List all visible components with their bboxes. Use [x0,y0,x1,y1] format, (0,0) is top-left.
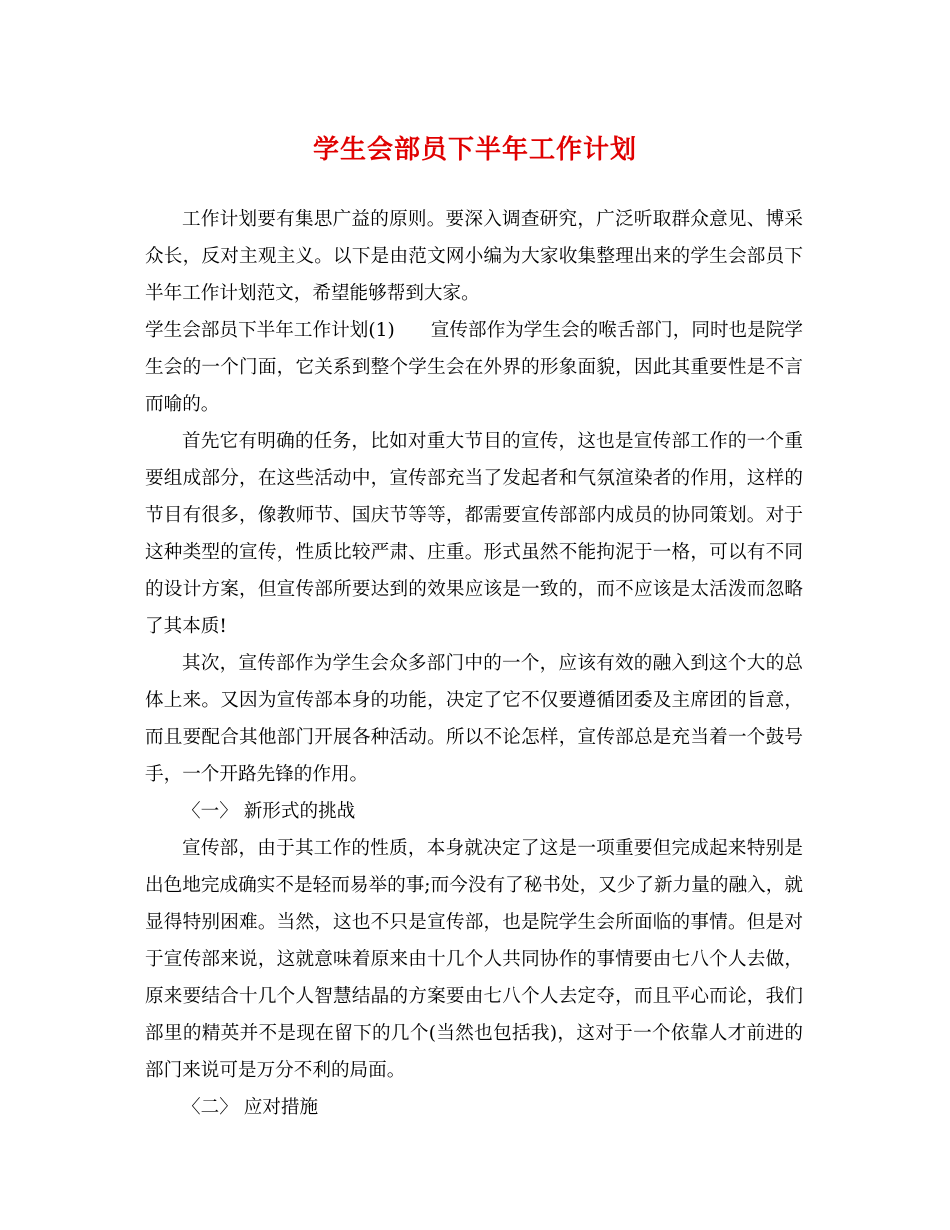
intro-paragraph: 工作计划要有集思广益的原则。要深入调查研究，广泛听取群众意见、博采众长，反对主观主义。以下是由范文网小编为大家收集整理出来的学生会部员下半年工作计划范文，希望能够帮到大家。 [145,209,803,304]
section-one-heading: 〈一〉 新形式的挑战 [182,801,356,822]
plan-heading: 学生会部员下半年工作计划(1) [145,320,395,341]
second-paragraph: 其次，宣传部作为学生会众多部门中的一个，应该有效的融入到这个大的总体上来。又因为宣传部本身的功能，决定了它不仅要遵循团委及主席团的旨意，而且要配合其他部门开展各种活动。所以不论怎样，宣传部总是充当着一个鼓号手，一个开路先锋的作用。 [145,653,803,785]
plan-lead-text: 宣传部作为学生会的喉舌部门，同时也是院学生会的一个门面，它关系到整个学生会在外界的形象面貌，因此其重要性是不言而喻的。 [145,320,803,415]
plan-paragraph [145,312,803,423]
section-one-paragraph: 宣传部，由于其工作的性质，本身就决定了这是一项重要但完成起来特别是出色地完成确实不是轻而易举的事;而今没有了秘书处，又少了新力量的融入，就显得特别困难。当然，这也不只是宣传部，也是院学生会所面临的事情。但是对于宣传部来说，这就意味着原来由十几个人共同协作的事情要由七八个人去做，原来要结合十几个人智慧结晶的方案要由七八个人去定夺，而且平心而论，我们部里的精英并不是现在留下的几个(当然也包括我)，这对于一个依靠人才前进的部门来说可是万分不利的局面。 [145,838,803,1081]
document-title: 学生会部员下半年工作计划 [312,135,637,165]
first-paragraph: 首先它有明确的任务，比如对重大节目的宣传，这也是宣传部工作的一个重要组成部分，在这些活动中，宣传部充当了发起者和气氛渲染者的作用，这样的节目有很多，像教师节、国庆节等等，都需要宣传部部内成员的协同策划。对于这种类型的宣传，性质比较严肃、庄重。形式虽然不能拘泥于一格，可以有不同的设计方案，但宣传部所要达到的效果应该是一致的，而不应该是太活泼而忽略了其本质! [145,431,803,637]
document-body [145,201,803,1126]
section-two-heading: 〈二〉 应对措施 [182,1097,319,1118]
